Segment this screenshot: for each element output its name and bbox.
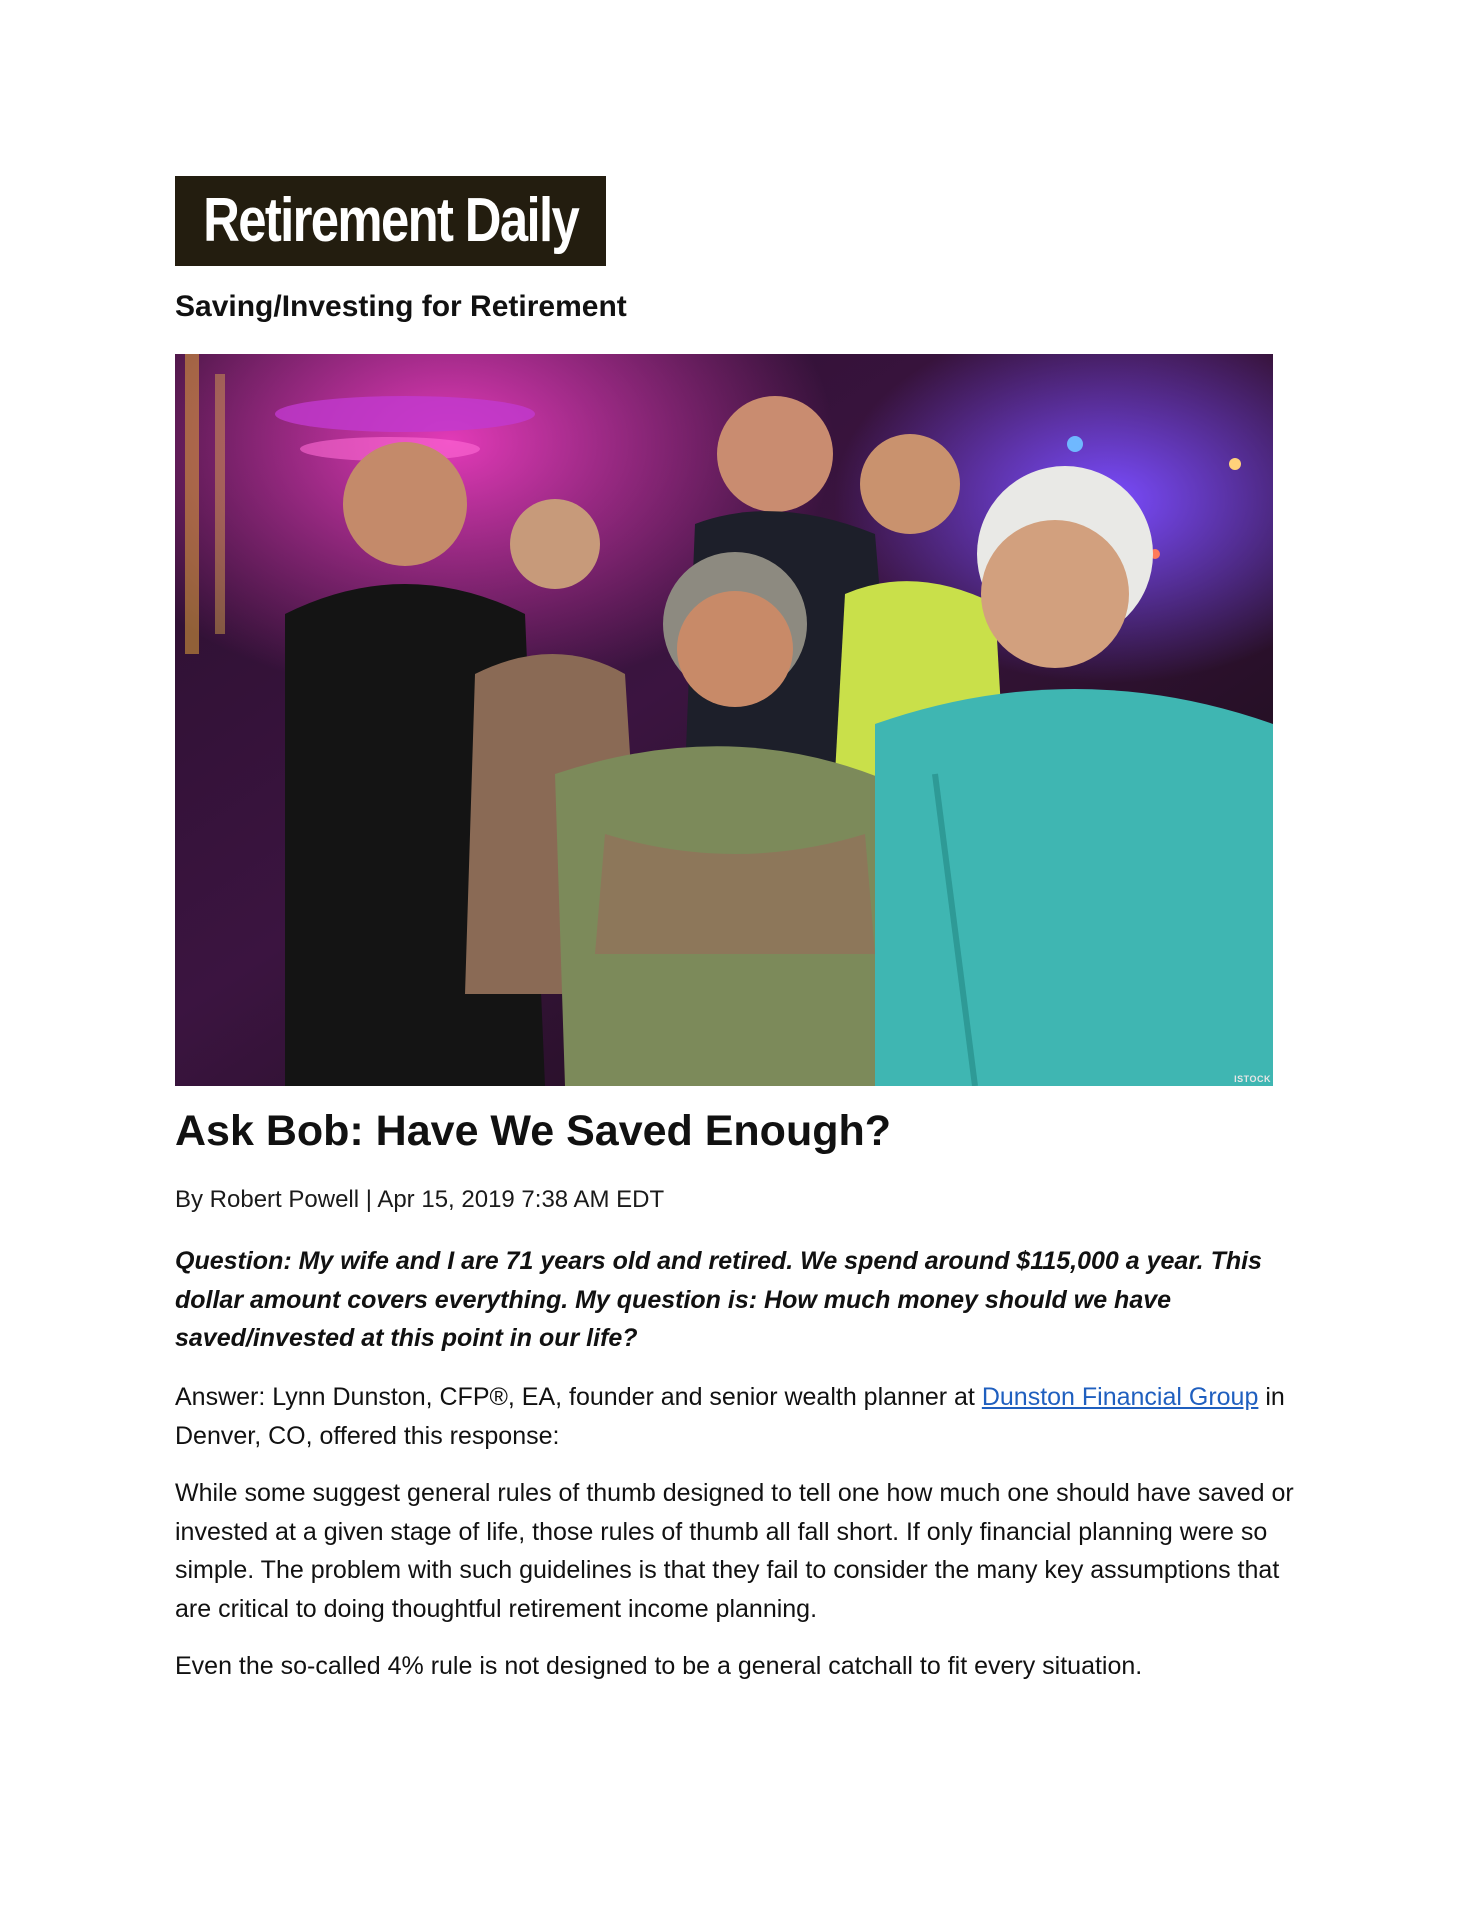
- answer-intro-location: in Denver, CO, offered this response:: [175, 1383, 1285, 1450]
- logo-text: Retirement Daily: [203, 186, 578, 255]
- body-paragraph: Even the so-called 4% rule is not designed to be a general catchall to fit every situation.: [175, 1652, 1143, 1680]
- photo-credit: ISTOCK: [1234, 1074, 1271, 1084]
- section-label[interactable]: Saving/Investing for Retirement: [175, 290, 627, 323]
- article-byline: By Robert Powell | Apr 15, 2019 7:38 AM EDT: [175, 1186, 665, 1213]
- reader-question: Question: My wife and I are 71 years old and retired. We spend around $115,000 a year. This dollar amount covers everything. My question is: How much money should we have saved/invested at this point in our life?: [175, 1247, 1262, 1352]
- dunston-financial-group-link[interactable]: Dunston Financial Group: [981, 1383, 1259, 1411]
- answer-intro: [175, 1378, 1315, 1455]
- article-photo: [175, 354, 1273, 1086]
- body-paragraph: While some suggest general rules of thumb designed to tell one how much one should have saved or invested at a given stage of life, those rules of thumb all fall short. If only financial planning were so simple. The problem with such guidelines is that they fail to consider the many key assumptions that are critical to doing thoughtful retirement income planning.: [175, 1479, 1294, 1623]
- answer-intro-text: Answer: Lynn Dunston, CFP®, EA, founder and senior wealth planner at: [175, 1383, 982, 1411]
- article-headline: Ask Bob: Have We Saved Enough?: [175, 1107, 892, 1155]
- photo-illustration: [175, 354, 1273, 1086]
- site-logo[interactable]: [175, 176, 606, 266]
